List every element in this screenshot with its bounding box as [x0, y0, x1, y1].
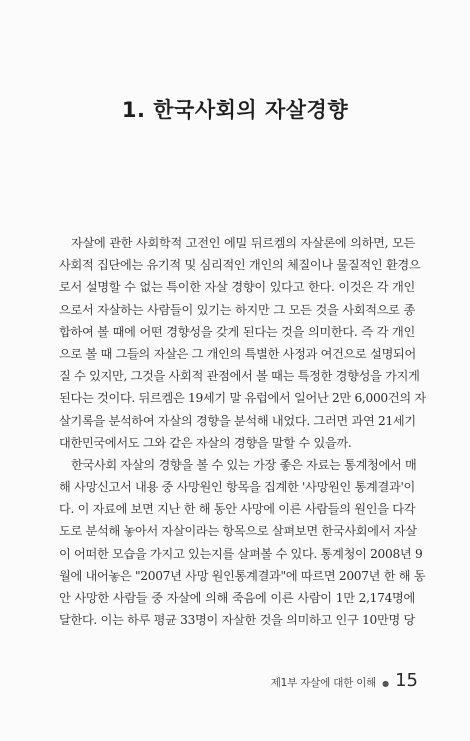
- body-line: 달한다. 이는 하루 평균 33명이 자살한 것을 의미하고 인구 10만명 당: [59, 613, 415, 628]
- body-line: 안 사망한 사람들 중 자살에 의해 죽음에 이른 사람이 1만 2,174명에: [59, 591, 415, 605]
- body-line: 질 수 있지만, 그것을 사회적 관점에서 볼 때는 특정한 경향성을 가지게: [59, 369, 420, 384]
- page-footer: [271, 670, 418, 691]
- body-line: 다. 이 자료에 보면 지난 한 해 동안 사망에 이른 사람들의 원인을 다각: [59, 502, 416, 517]
- body-line: 된다는 것이다. 뒤르켐은 19세기 말 유럽에서 일어난 2만 6,000건의 자: [59, 391, 426, 406]
- body-line: 해 사망신고서 내용 중 사망원인 항목을 집계한 '사망원인 통계결과'이: [59, 480, 415, 495]
- running-head: 제1부 자살에 대한 이해: [270, 677, 377, 689]
- body-text: [59, 232, 426, 631]
- body-line: 자살에 관한 사회학적 고전인 에밀 뒤르켐의 자살론에 의하면, 모든: [71, 236, 415, 250]
- chapter-title: 1. 한국사회의 자살경향: [121, 98, 349, 122]
- body-line: 이 어떠한 모습을 가지고 있는지를 살펴볼 수 있다. 통계청이 2008년 9: [59, 546, 423, 561]
- page-number: 15: [395, 670, 418, 691]
- body-line: 로서 설명할 수 없는 특이한 자살 경향이 있다고 한다. 이것은 각 개인: [59, 280, 415, 295]
- bullet-icon: ●: [382, 679, 390, 688]
- body-line: 살기록을 분석하여 자살의 경향을 분석해 내었다. 그러면 과연 21세기: [59, 413, 416, 428]
- body-line: 합하여 볼 때에 어떤 경향성을 갖게 된다는 것을 의미한다. 즉 각 개인: [59, 324, 415, 339]
- body-line: 도로 분석해 놓아서 자살이라는 항목으로 살펴보면 한국사회에서 자살: [59, 524, 417, 539]
- body-line: 대한민국에서도 그와 같은 자살의 경향을 말할 수 있을까.: [59, 435, 352, 450]
- body-line: 으로서 자살하는 사람들이 있기는 하지만 그 모든 것을 사회적으로 종: [59, 302, 415, 317]
- body-line: 한국사회 자살의 경향을 볼 수 있는 가장 좋은 자료는 통계청에서 매: [71, 457, 417, 472]
- body-line: 월에 내어놓은 "2007년 사망 원인통계결과"에 따르면 2007년 한 해 동: [59, 568, 426, 583]
- body-line: 사회적 집단에는 유기적 및 심리적인 개인의 체질이나 물질적인 환경으: [59, 258, 421, 273]
- body-line: 으로 볼 때 그들의 자살은 그 개인의 특별한 사정과 여건으로 설명되어: [59, 346, 416, 361]
